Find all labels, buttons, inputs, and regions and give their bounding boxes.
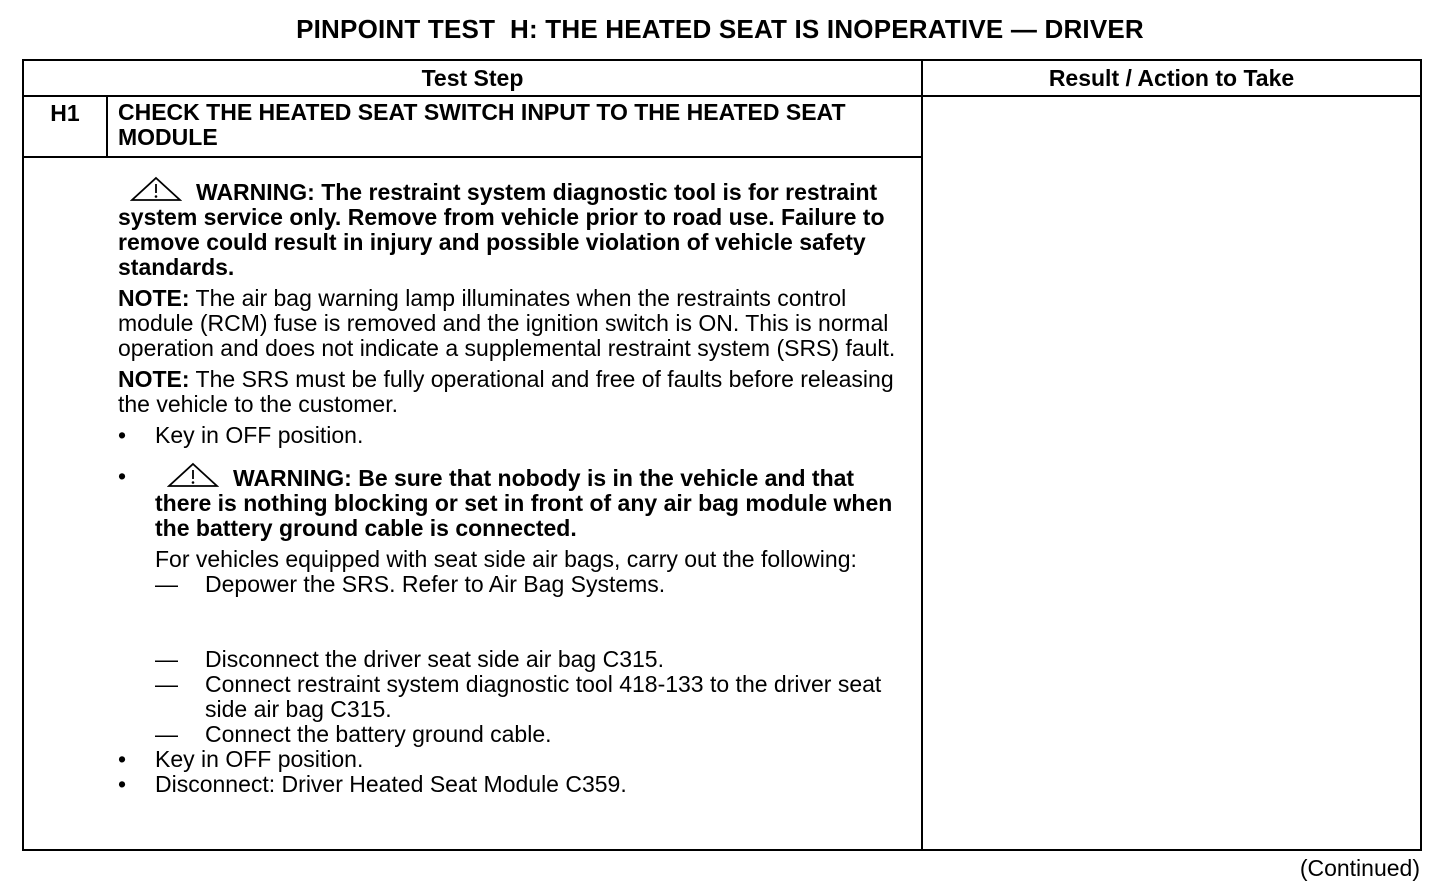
warning-triangle-icon [167, 462, 219, 488]
bullet-item [118, 772, 908, 797]
pinpoint-test-table [22, 59, 1422, 851]
header-result-action: Result / Action to Take [1048, 65, 1295, 91]
dash-symbol: — [155, 721, 178, 747]
dash-item [118, 647, 908, 672]
bullet-1-text: Key in OFF position. [155, 422, 364, 448]
header-test-step: Test Step [421, 65, 524, 91]
warning-block-1 [118, 176, 908, 280]
note-1 [118, 286, 908, 361]
result-action-cell [923, 97, 1420, 849]
bullet-2-text: Key in OFF position. [155, 746, 364, 772]
note-1-text: The air bag warning lamp illuminates when the restraints control module (RCM) fuse is removed and the ignition switch is ON. This is normal operation and does not indicate a supplemental restraint system (SRS) fault. [118, 285, 896, 361]
page-title: PINPOINT TEST H: THE HEATED SEAT IS INOPERATIVE — DRIVER [296, 14, 1144, 44]
step-id-divider [106, 97, 108, 157]
bullet-3-text: Disconnect: Driver Heated Seat Module C359. [155, 771, 627, 797]
bullet-item-warning [118, 462, 908, 572]
bullet-symbol: • [118, 422, 127, 448]
dash-symbol: — [155, 671, 178, 697]
warning-triangle-icon [130, 176, 182, 202]
continued-label: (Continued) [1299, 855, 1420, 881]
bullet-symbol: • [118, 771, 127, 797]
dash-item [118, 672, 908, 722]
bullet-item [118, 423, 908, 448]
note-2-label: NOTE: [118, 366, 190, 392]
warning-text-2: WARNING: Be sure that nobody is in the vehicle and that there is nothing blocking or set in front of any air bag module when the battery ground cable is connected. [155, 465, 893, 541]
dash-3-text: Connect restraint system diagnostic tool 418-133 to the driver seat side air bag C315. [205, 671, 882, 722]
step-id: H1 [50, 100, 80, 126]
warning-text-1: WARNING: The restraint system diagnostic tool is for restraint system service only. Remove from vehicle prior to road use. Failure to remove could result in injury and possible violation of vehicle safety standards. [118, 179, 885, 280]
dash-1-text: Depower the SRS. Refer to Air Bag Systems. [205, 571, 666, 597]
side-airbag-intro: For vehicles equipped with seat side air bags, carry out the following: [155, 546, 857, 572]
step-body [118, 176, 908, 797]
dash-item [118, 572, 908, 597]
dash-2-text: Disconnect the driver seat side air bag C315. [205, 646, 664, 672]
dash-item [118, 722, 908, 747]
dash-symbol: — [155, 571, 178, 597]
step-title: CHECK THE HEATED SEAT SWITCH INPUT TO THE HEATED SEAT MODULE [118, 99, 846, 150]
dash-4-text: Connect the battery ground cable. [205, 721, 552, 747]
bullet-item [118, 747, 908, 772]
bullet-symbol: • [118, 463, 127, 489]
bullet-symbol: • [118, 746, 127, 772]
note-2-text: The SRS must be fully operational and free of faults before releasing the vehicle to the customer. [118, 366, 894, 417]
note-2 [118, 367, 908, 417]
warning-block-2 [155, 462, 908, 541]
dash-symbol: — [155, 646, 178, 672]
step-title-divider [24, 156, 922, 158]
note-1-label: NOTE: [118, 285, 190, 311]
